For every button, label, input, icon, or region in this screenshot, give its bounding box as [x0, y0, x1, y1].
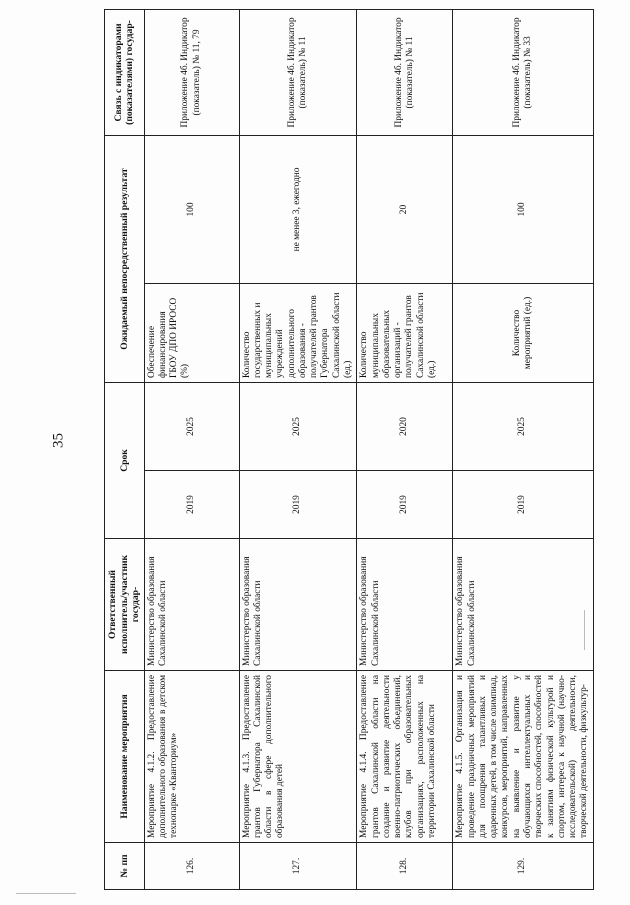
row-start: 2019	[239, 471, 357, 539]
header-term: Срок	[105, 383, 145, 539]
scan-mark	[16, 893, 76, 894]
header-name: Наименование мероприятия	[105, 671, 145, 843]
row-start: 2019	[357, 471, 453, 539]
table-row	[239, 9, 357, 889]
row-result-label: Количество муниципальных образовательных организаций - получателей грантов Сахалинской области (ед.)	[357, 284, 453, 383]
row-responsible: Министерство образования Сахалинской области	[453, 539, 593, 671]
header-num: № пп	[105, 843, 145, 890]
row-link: Приложение 4б. Индикатор (показатель) № 11	[239, 9, 357, 135]
header-link: Связь с индикаторами (показателями) государ-	[105, 9, 145, 135]
table-row	[357, 9, 453, 889]
row-name: Мероприятие 4.1.3. Предоставление грантов Губернатора Сахалинской области в сфере дополнительного образования детей	[239, 671, 357, 843]
row-num: 126.	[144, 843, 239, 890]
table-row	[453, 9, 593, 889]
row-num: 129.	[453, 843, 593, 890]
row-num: 127.	[239, 843, 357, 890]
row-link: Приложение 4б. Индикатор (показатель) № 33	[453, 9, 593, 135]
row-link: Приложение 4б. Индикатор (показатель) № 11	[357, 9, 453, 135]
row-link: Приложение 4б. Индикатор (показатель) № 11, 79	[144, 9, 239, 135]
row-responsible: Министерство образования Сахалинской области	[144, 539, 239, 671]
row-end: 2025	[144, 383, 239, 471]
row-result-value: 100	[144, 135, 239, 283]
row-responsible: Министерство образования Сахалинской области	[239, 539, 357, 671]
row-name: Мероприятие 4.1.2. Предоставление дополнительного образования в детском технопарке «Кванториум»	[144, 671, 239, 843]
row-end: 2025	[453, 383, 593, 471]
row-start: 2019	[453, 471, 593, 539]
row-num: 128.	[357, 843, 453, 890]
row-end: 2020	[357, 383, 453, 471]
row-result-value: 20	[357, 135, 453, 283]
activities-table	[104, 9, 594, 890]
row-end: 2025	[239, 383, 357, 471]
row-result-value: не менее 3, ежегодно	[239, 135, 357, 283]
header-row	[105, 9, 145, 889]
row-responsible: Министерство образования Сахалинской области	[357, 539, 453, 671]
rotated-table-container	[104, 10, 590, 890]
header-responsible: Ответственный исполнитель/участник государ-	[105, 539, 145, 671]
header-result: Ожидаемый непосредственный результат	[105, 135, 145, 382]
row-name: Мероприятие 4.1.4. Предоставление грантов Сахалинской области на создание и развитие деятельности военно-патриотических объединений, клубов при образовательных организациях, расположенных на территории Сахалинской области	[357, 671, 453, 843]
page-number: 35	[50, 433, 67, 448]
row-result-label: Количество мероприятий (ед.)	[453, 284, 593, 383]
row-name: Мероприятие 4.1.5. Организация и проведение праздничных мероприятий для поощрения талантливых и одаренных детей, в том числе олимпиад, конкурсов, мероприятий, направленных на выявление и развитие у обучающихся интеллектуальных и творческих способностей, способностей к занятиям физической культурой и спортом, интереса к научной (научно-исследовательской) деятельности, творческой деятельности, физкультур-	[453, 671, 593, 843]
table-row	[144, 9, 239, 889]
row-result-label: Обеспечение финансирования ГБОУ ДПО ИРОСО (%)	[144, 284, 239, 383]
row-result-label: Количество государственных и муниципальных учреждений дополнительного образования - получателей грантов Губернатора Сахалинской области (ед.)	[239, 284, 357, 383]
row-result-value: 100	[453, 135, 593, 283]
row-start: 2019	[144, 471, 239, 539]
